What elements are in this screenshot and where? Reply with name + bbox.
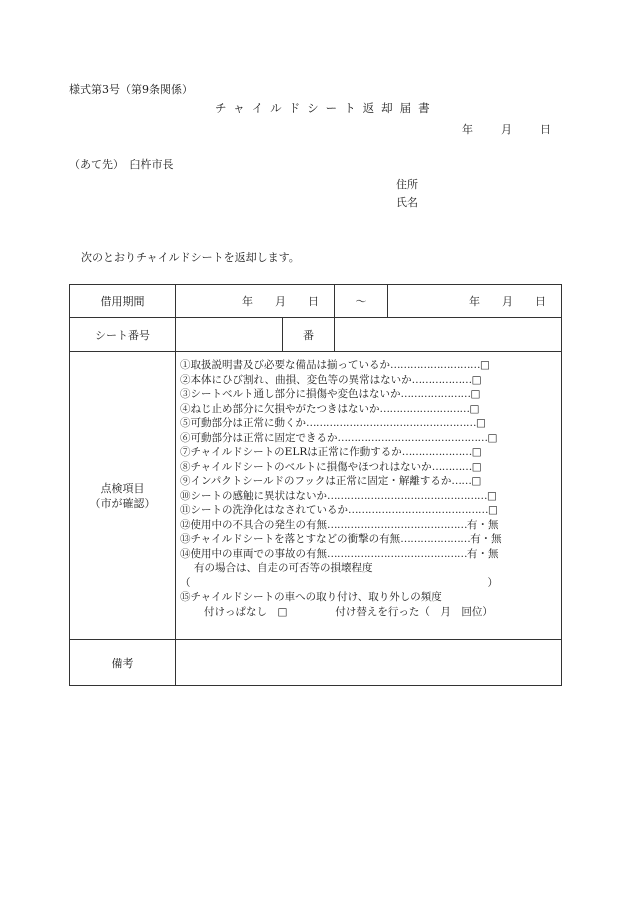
checklist-item-dots: …………………………………………… <box>306 417 476 429</box>
return-form-table <box>69 284 562 686</box>
date-day: 日 <box>540 123 551 136</box>
checklist-checkbox[interactable]: □ <box>476 417 486 429</box>
seat-number-field[interactable] <box>176 318 283 352</box>
checklist-item-text: ①取扱説明書及び必要な備品は揃っているか <box>180 359 390 371</box>
checklist-item-dots: ………………… <box>400 533 471 545</box>
checklist-item <box>180 445 561 460</box>
period-start-month: 月 <box>275 295 286 308</box>
checklist-item-text: ⑭使用中の車両での事故の有無 <box>180 547 327 560</box>
checklist-item-dots: …………………………………… <box>327 518 467 531</box>
checklist-item-dots: ………………… <box>400 388 471 400</box>
inspection-label-main: 点検項目 <box>100 481 145 495</box>
inspection-label <box>70 352 176 640</box>
checklist-item <box>180 460 561 475</box>
inspection-label-sub: （市が確認） <box>89 496 156 510</box>
seat-number-label: シート番号 <box>70 318 176 352</box>
checklist-item <box>180 489 561 504</box>
period-end-day: 日 <box>535 295 546 308</box>
checklist-yes-no[interactable]: 有・無 <box>470 533 502 545</box>
checklist-item-text: ⑩シートの感触に異状はないか <box>180 489 327 502</box>
date-year: 年 <box>462 123 473 136</box>
remarks-label: 備考 <box>70 640 176 686</box>
checklist-checkbox[interactable]: □ <box>488 504 498 516</box>
inspection-checklist <box>176 352 561 561</box>
intro-text: 次のとおりチャイルドシートを返却します。 <box>81 251 300 264</box>
checklist-item <box>180 358 561 373</box>
checklist-checkbox[interactable]: □ <box>471 475 482 487</box>
period-row <box>70 285 562 318</box>
checklist-item-text: ⑬チャイルドシートを落とすなどの衝撃の有無 <box>180 533 401 545</box>
checklist-item <box>180 518 561 533</box>
form-number-label: 様式第3号（第9条関係） <box>69 83 193 96</box>
period-label: 借用期間 <box>70 285 176 318</box>
checklist-item-text: ③シートベルト通し部分に損傷や変色はないか <box>180 388 401 400</box>
checklist-checkbox[interactable]: □ <box>469 402 480 415</box>
checklist-item <box>180 503 561 518</box>
checklist-item <box>180 547 561 562</box>
checklist-item <box>180 373 561 388</box>
checklist-item-text: ⑧チャイルドシートのベルトに損傷やほつれはないか <box>180 460 432 473</box>
checklist-item <box>180 416 561 431</box>
checklist-item-dots: ……………………… <box>379 402 470 415</box>
checklist-item-text: ⑫使用中の不具合の発生の有無 <box>180 518 327 531</box>
frequency-replaced-option[interactable]: 付け替えを行った（ 月 回位） <box>335 605 493 618</box>
checklist-checkbox[interactable]: □ <box>470 388 481 400</box>
checklist-checkbox[interactable]: □ <box>471 446 482 458</box>
period-end-field[interactable] <box>388 285 562 318</box>
checklist-item-dots: ………………… <box>401 446 472 458</box>
checklist-checkbox[interactable]: □ <box>471 373 482 386</box>
checklist-yes-no[interactable]: 有・無 <box>467 547 499 560</box>
checklist-item-dots: ……………… <box>411 373 472 386</box>
checklist-item <box>180 387 561 402</box>
checklist-item-text: ⑪シートの洗浄化はなされているか <box>180 504 348 516</box>
checklist-item-dots: ………… <box>431 460 472 473</box>
inspection-row <box>70 352 562 640</box>
checklist-checkbox[interactable]: □ <box>487 431 498 444</box>
period-start-field[interactable] <box>176 285 335 318</box>
date-line <box>462 121 551 137</box>
checklist-item-text: ⑨インパクトシールドのフックは正常に固定・解離するか <box>180 475 452 487</box>
checklist-item-text: ⑦チャイルドシートのELRは正常に作動するか <box>180 446 402 458</box>
name-label: 氏名 <box>396 196 418 209</box>
checklist-item-text: ⑥可動部分は正常に固定できるか <box>180 431 338 444</box>
inspection-checklist-cell <box>176 352 562 640</box>
checklist-yes-no[interactable]: 有・無 <box>467 518 499 531</box>
paren-open: （ <box>180 576 191 589</box>
checklist-item-text: ②本体にひび割れ、曲損、変色等の異常はないか <box>180 373 412 386</box>
frequency-fixed-option[interactable]: 付けっぱなし □ <box>204 605 288 618</box>
checklist-item <box>180 431 561 446</box>
seat-number-row <box>70 318 562 352</box>
checklist-item-dots: …… <box>451 475 472 487</box>
checklist-item-text: ⑤可動部分は正常に動くか <box>180 417 306 429</box>
frequency-options <box>176 605 561 620</box>
checklist-checkbox[interactable]: □ <box>487 489 497 502</box>
checklist-item-text: ④ねじ止め部分に欠損やがたつきはないか <box>180 402 380 415</box>
checklist-checkbox[interactable]: □ <box>480 359 490 371</box>
seat-number-blank <box>335 318 562 352</box>
address-label: 住所 <box>396 178 418 191</box>
remarks-row <box>70 640 562 686</box>
damage-detail-field[interactable] <box>176 576 498 591</box>
addressee: （あて先） 臼杵市長 <box>69 158 174 171</box>
checklist-item <box>180 474 561 489</box>
period-end-month: 月 <box>502 295 513 308</box>
checklist-item <box>180 402 561 417</box>
document-title: チャイルドシート返却届書 <box>215 101 437 115</box>
checklist-item-dots: ……………………………………… <box>337 431 488 444</box>
period-start-day: 日 <box>308 295 319 308</box>
checklist-checkbox[interactable]: □ <box>471 460 482 473</box>
period-separator: ～ <box>335 285 388 318</box>
checklist-item-dots: ………………………………………… <box>327 489 487 502</box>
seat-number-unit: 番 <box>283 318 335 352</box>
checklist-item-dots: …………………………………… <box>348 504 488 516</box>
checklist-item-dots: …………………………………… <box>327 547 467 560</box>
checklist-item-dots: ……………………… <box>390 359 480 371</box>
accident-note: 有の場合は、自走の可否等の損壊程度 <box>194 562 373 574</box>
date-month: 月 <box>501 123 512 136</box>
period-end-year: 年 <box>469 295 480 308</box>
paren-close: ） <box>487 576 498 589</box>
frequency-item: ⑮チャイルドシートの車への取り付け、取り外しの頻度 <box>180 591 442 603</box>
checklist-item <box>180 532 561 547</box>
remarks-field[interactable] <box>176 640 562 686</box>
period-start-year: 年 <box>242 295 253 308</box>
